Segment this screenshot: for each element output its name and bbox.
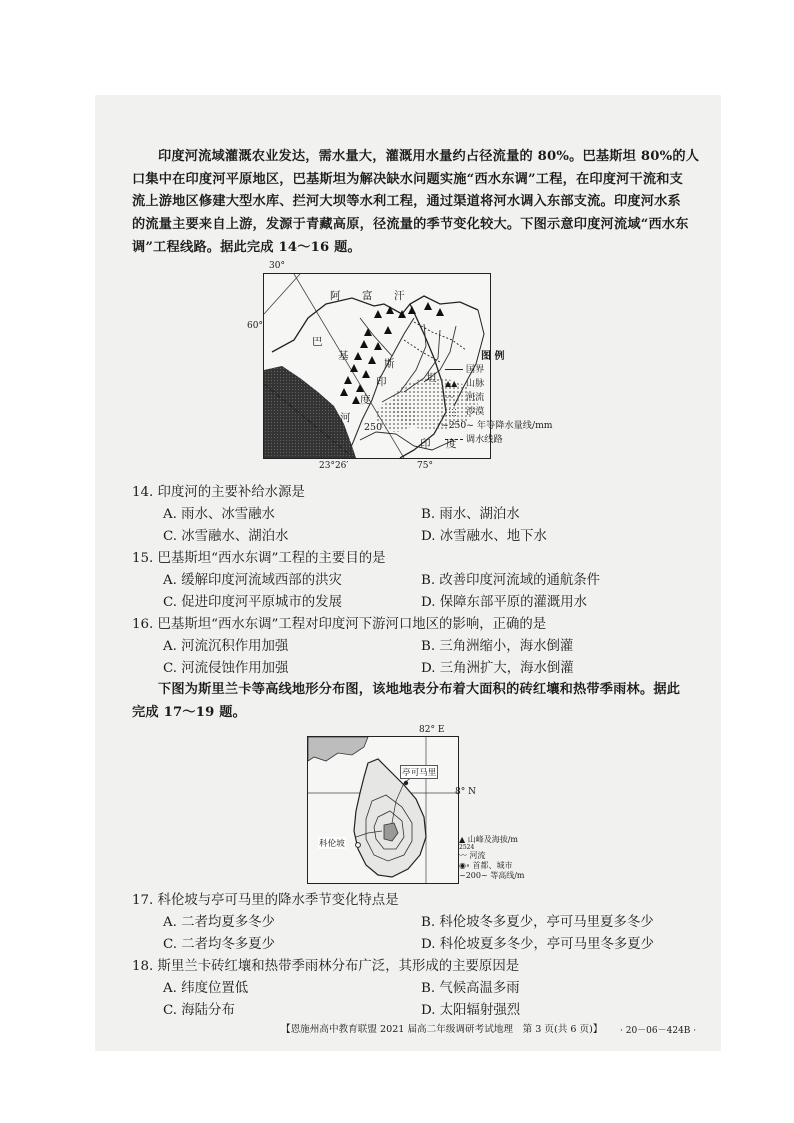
srilanka-map-drawing bbox=[308, 737, 458, 883]
legend-item-river2: 〰 河流 bbox=[459, 851, 486, 860]
lon-82e-label: 82° E bbox=[419, 725, 445, 735]
legend-item-isohyet: ~250~ 年等降水量线/mm bbox=[441, 420, 553, 431]
label-afghanistan-1: 阿 bbox=[330, 290, 341, 302]
tributary-river bbox=[360, 318, 392, 356]
q17-option-c[interactable]: C. 二者均冬多夏少 bbox=[163, 937, 276, 952]
map2-legend bbox=[459, 835, 525, 881]
q17-option-a[interactable]: A. 二者均夏多冬少 bbox=[163, 915, 275, 930]
q16-option-a[interactable]: A. 河流沉积作用加强 bbox=[163, 639, 289, 654]
label-pakistan-3: 斯 bbox=[384, 358, 395, 370]
map1-legend bbox=[441, 347, 571, 457]
q14-option-d[interactable]: D. 冰雪融水、地下水 bbox=[421, 529, 547, 544]
intro-line: 完成 17～19 题。 bbox=[132, 704, 247, 720]
page-code: · 20－06－424B · bbox=[620, 1026, 697, 1036]
city-icon: ◉∘ bbox=[459, 861, 470, 870]
intro-line: 的流量主要来自上游，发源于青藏高原，径流量的季节变化较大。下图示意印度河流域“西水东 bbox=[132, 217, 689, 233]
legend-item-route: 调水线路 bbox=[445, 431, 503, 445]
page-footer: 【恩施州高中教育联盟 2021 届高二年级调研考试地理 第 3 页(共 6 页)】 bbox=[281, 1024, 603, 1035]
q16-option-b[interactable]: B. 三角洲缩小，海水倒灌 bbox=[421, 639, 574, 654]
question-17-stem: 17. 科伦坡与亭可马里的降水季节变化特点是 bbox=[132, 893, 399, 908]
mountain-icon: ▲▲ bbox=[445, 379, 458, 388]
intro-line: 调”工程线路。据此完成 14～16 题。 bbox=[132, 239, 361, 255]
label-pakistan-1: 巴 bbox=[312, 336, 323, 348]
legend-item-river: 〰 河流 bbox=[445, 389, 484, 403]
q17-option-b[interactable]: B. 科伦坡冬多夏少，亭可马里夏多冬少 bbox=[421, 915, 654, 930]
lat-30-label: 30° bbox=[269, 261, 285, 271]
exam-page bbox=[95, 95, 721, 1051]
srilanka-map-figure bbox=[305, 725, 535, 883]
q14-option-b[interactable]: B. 雨水、湖泊水 bbox=[421, 507, 520, 522]
lat-8n-label: 8° N bbox=[455, 787, 476, 797]
label-afghanistan-3: 汗 bbox=[394, 290, 405, 302]
label-indus-yin: 印 bbox=[376, 376, 387, 388]
intro-paragraph-srilanka bbox=[132, 679, 721, 724]
q18-option-a[interactable]: A. 纬度位置低 bbox=[163, 981, 249, 996]
legend-item-contour: ~200~ 等高线/m bbox=[459, 871, 525, 880]
lon-60-label: 60° bbox=[247, 321, 263, 331]
india-coast bbox=[308, 737, 368, 761]
peak-icon: ▲ bbox=[459, 835, 466, 844]
q18-option-b[interactable]: B. 气候高温多雨 bbox=[421, 981, 520, 996]
intro-line: 印度河流域灌溉农业发达，需水量大，灌溉用水量约占径流量的 80%。巴基斯坦 80%的人 bbox=[158, 149, 700, 164]
legend-title: 图 例 bbox=[481, 351, 505, 362]
label-pakistan-2: 基 bbox=[338, 350, 349, 362]
isohyet-250-label: 250 bbox=[364, 422, 383, 433]
isohyet-250 bbox=[360, 432, 454, 450]
q18-option-d[interactable]: D. 太阳辐射强烈 bbox=[421, 1003, 521, 1018]
legend-item-border: 国界 bbox=[445, 361, 484, 375]
label-indus-du: 度 bbox=[360, 394, 371, 406]
intro-paragraph-indus bbox=[132, 146, 721, 260]
label-india-1: 印 bbox=[420, 438, 431, 450]
city-colombo-marker bbox=[356, 843, 361, 848]
legend-item-city: ◉∘ 首都、城市 bbox=[459, 861, 513, 870]
intro-line: 下图为斯里兰卡等高线地形分布图，该地地表分布着大面积的砖红壤和热带季雨林。据此 bbox=[158, 682, 681, 697]
label-india-2: 度 bbox=[446, 438, 457, 450]
question-14-stem: 14. 印度河的主要补给水源是 bbox=[132, 485, 305, 500]
q16-option-c[interactable]: C. 河流侵蚀作用加强 bbox=[163, 661, 289, 676]
label-pakistan-4: 坦 bbox=[426, 372, 437, 384]
question-15-stem: 15. 巴基斯坦“西水东调”工程的主要目的是 bbox=[132, 551, 386, 566]
city-trincomalee-marker bbox=[404, 781, 408, 785]
lon-23-label: 23°26′ bbox=[319, 461, 349, 471]
q16-option-d[interactable]: D. 三角洲扩大，海水倒灌 bbox=[421, 661, 574, 676]
indus-map-figure bbox=[235, 261, 553, 475]
lon-75-label: 75° bbox=[417, 461, 433, 471]
intro-line: 流上游地区修建大型水库、拦河大坝等水利工程，通过渠道将河水调入东部支流。印度河水系 bbox=[132, 194, 681, 210]
label-colombo: 科伦坡 bbox=[319, 839, 345, 849]
legend-item-mountain: ▲▲ 山脉 bbox=[445, 378, 485, 389]
q14-option-c[interactable]: C. 冰雪融水、湖泊水 bbox=[163, 529, 289, 544]
q17-option-d[interactable]: D. 科伦坡夏多冬少，亭可马里冬多夏少 bbox=[421, 937, 655, 952]
question-18-stem: 18. 斯里兰卡砖红壤和热带季雨林分布广泛，其形成的主要原因是 bbox=[132, 959, 520, 974]
q18-option-c[interactable]: C. 海陆分布 bbox=[163, 1003, 235, 1018]
q15-option-b[interactable]: B. 改善印度河流域的通航条件 bbox=[421, 573, 601, 588]
legend-item-peak: ▲ 山峰及海拔/m bbox=[459, 835, 518, 844]
legend-peak-value: 2524 bbox=[459, 844, 475, 851]
intro-line: 口集中在印度河平原地区，巴基斯坦为解决缺水问题实施“西水东调”工程，在印度河干流和支 bbox=[132, 171, 684, 187]
question-16-stem: 16. 巴基斯坦“西水东调”工程对印度河下游河口地区的影响，正确的是 bbox=[132, 617, 547, 632]
legend-item-desert: 沙漠 bbox=[445, 403, 484, 417]
q15-option-d[interactable]: D. 保障东部平原的灌溉用水 bbox=[421, 595, 588, 610]
q15-option-c[interactable]: C. 促进印度河平原城市的发展 bbox=[163, 595, 342, 610]
q14-option-a[interactable]: A. 雨水、冰雪融水 bbox=[163, 507, 275, 522]
river-icon: 〰 bbox=[445, 392, 455, 403]
river-icon: 〰 bbox=[459, 851, 467, 860]
border-line bbox=[272, 296, 478, 352]
srilanka-map bbox=[307, 736, 459, 884]
desert-icon bbox=[445, 408, 457, 416]
q15-option-a[interactable]: A. 缓解印度河流域西部的洪灾 bbox=[163, 573, 342, 588]
label-indus-he: 河 bbox=[340, 412, 351, 424]
label-trincomalee: 亭可马里 bbox=[400, 765, 438, 779]
label-afghanistan-2: 富 bbox=[362, 290, 373, 302]
